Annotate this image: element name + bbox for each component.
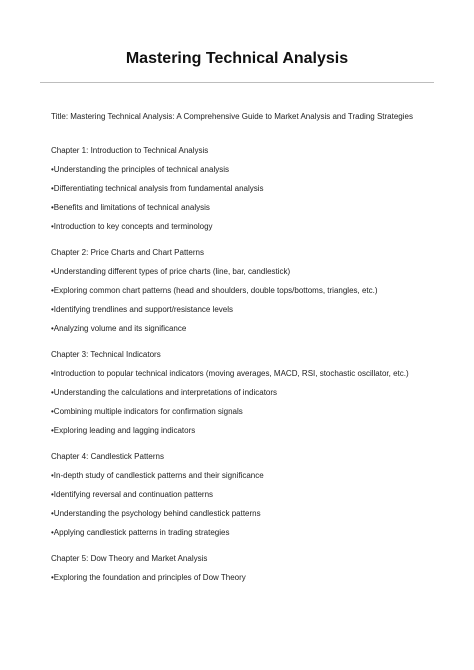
document-body [51,112,431,599]
bullet-item: •Introduction to key concepts and terminology [51,222,213,231]
bullet-item: •In-depth study of candlestick patterns and their significance [51,471,264,480]
bullet-item: •Analyzing volume and its significance [51,324,187,333]
bullet-item: •Introduction to popular technical indicators (moving averages, MACD, RSI, stochastic oscillator, etc.) [51,369,409,378]
chapter-heading: Chapter 2: Price Charts and Chart Patterns [51,247,204,257]
chapter-heading: Chapter 5: Dow Theory and Market Analysis [51,553,208,563]
chapter-2 [51,248,431,335]
bullet-item: •Understanding different types of price charts (line, bar, candlestick) [51,267,291,276]
chapter-heading: Chapter 4: Candlestick Patterns [51,451,164,461]
document-title: Mastering Technical Analysis [125,50,349,67]
title-divider [40,82,434,83]
bullet-item: •Exploring common chart patterns (head and shoulders, double tops/bottoms, triangles, etc.) [51,286,378,295]
bullet-item: •Understanding the psychology behind candlestick patterns [51,509,261,518]
bullet-item: •Understanding the principles of technical analysis [51,165,230,174]
bullet-item: •Applying candlestick patterns in trading strategies [51,528,230,537]
bullet-item: •Combining multiple indicators for confirmation signals [51,407,243,416]
intro-paragraph: Title: Mastering Technical Analysis: A Comprehensive Guide to Market Analysis and Trading Strategies [51,112,413,121]
chapter-1 [51,146,431,233]
bullet-item: •Exploring leading and lagging indicators [51,426,196,435]
bullet-item: •Benefits and limitations of technical analysis [51,203,210,212]
bullet-item: •Identifying trendlines and support/resistance levels [51,305,234,314]
bullet-item: •Differentiating technical analysis from fundamental analysis [51,184,264,193]
bullet-item: •Identifying reversal and continuation patterns [51,490,214,499]
chapter-4 [51,452,431,539]
chapter-5 [51,554,431,584]
bullet-item: •Exploring the foundation and principles of Dow Theory [51,573,246,582]
chapter-heading: Chapter 1: Introduction to Technical Analysis [51,145,209,155]
chapter-heading: Chapter 3: Technical Indicators [51,349,161,359]
bullet-item: •Understanding the calculations and interpretations of indicators [51,388,278,397]
chapter-3 [51,350,431,437]
